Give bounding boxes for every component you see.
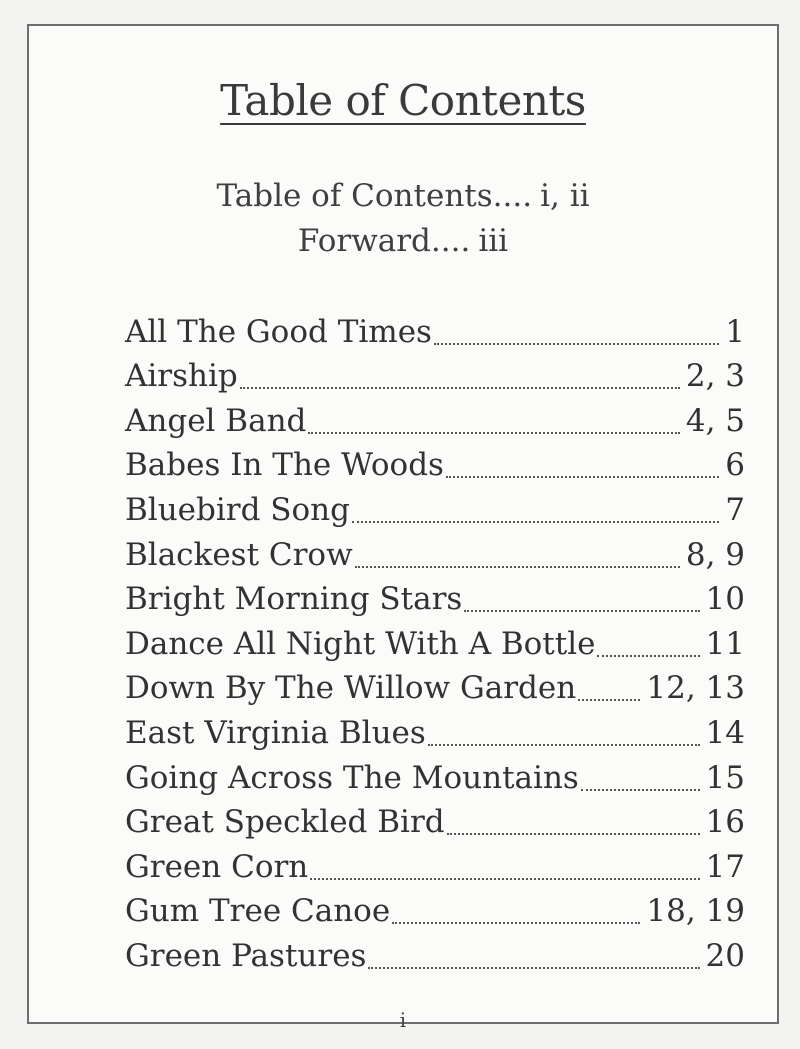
front-matter-pages: iii xyxy=(478,223,509,259)
toc-entry-pages: 11 xyxy=(705,625,745,662)
toc-entry xyxy=(125,486,745,531)
toc-entry xyxy=(125,576,745,621)
toc-entry-title: Blackest Crow xyxy=(125,536,353,573)
toc-entry xyxy=(125,754,745,799)
toc-leader-dots xyxy=(428,744,700,746)
page-title xyxy=(29,76,777,125)
toc-leader-dots xyxy=(581,789,700,791)
toc-entry-title: Bluebird Song xyxy=(125,491,350,528)
toc-entry-title: Bright Morning Stars xyxy=(125,581,463,618)
front-matter-item xyxy=(29,219,777,264)
toc-entry xyxy=(125,665,745,710)
toc-entry xyxy=(125,531,745,576)
toc-leader-dots xyxy=(355,566,680,568)
toc-entry-pages: 18, 19 xyxy=(646,893,745,930)
toc-entry-pages: 6 xyxy=(725,447,745,484)
toc-leader-dots xyxy=(392,922,640,924)
toc-entry xyxy=(125,709,745,754)
toc-entry-title: Babes In The Woods xyxy=(125,447,444,484)
toc-leader-dots xyxy=(240,387,680,389)
toc-entry-pages: 2, 3 xyxy=(685,358,745,395)
toc-entry xyxy=(125,843,745,888)
toc-entry-title: Down By The Willow Garden xyxy=(125,670,577,707)
toc-leader-dots xyxy=(368,967,699,969)
toc-entry-title: Airship xyxy=(125,358,238,395)
toc-entry-pages: 8, 9 xyxy=(685,536,745,573)
toc-entry xyxy=(125,888,745,933)
toc-entry-pages: 15 xyxy=(705,759,745,796)
toc-leader-dots xyxy=(446,476,719,478)
toc-leader-dots xyxy=(310,878,699,880)
front-matter-item xyxy=(29,174,777,219)
toc-entry-title: Green Pastures xyxy=(125,937,367,974)
toc-leader-dots xyxy=(352,521,719,523)
toc-entry-pages: 7 xyxy=(725,491,745,528)
toc-entry xyxy=(125,308,745,353)
toc-entry-title: Angel Band xyxy=(125,402,307,439)
front-matter-pages: i, ii xyxy=(540,178,590,214)
toc-entry-pages: 12, 13 xyxy=(646,670,745,707)
toc-entry xyxy=(125,397,745,442)
toc-entry-title: Dance All Night With A Bottle xyxy=(125,625,596,662)
front-matter-label: Table of Contents.... xyxy=(216,178,533,214)
page-title-text: Table of Contents xyxy=(220,76,586,125)
toc-leader-dots xyxy=(308,432,679,434)
toc-entry-title: East Virginia Blues xyxy=(125,714,426,751)
page-frame xyxy=(27,24,779,1032)
toc-entry-pages: 20 xyxy=(705,937,745,974)
toc-entry-title: Great Speckled Bird xyxy=(125,804,445,841)
toc-leader-dots xyxy=(578,699,640,701)
toc-entry-pages: 1 xyxy=(725,313,745,350)
toc-entry-pages: 17 xyxy=(705,848,745,885)
toc-leader-dots xyxy=(434,343,719,345)
toc-entry xyxy=(125,353,745,398)
toc-entry-title: Gum Tree Canoe xyxy=(125,893,391,930)
toc-leader-dots xyxy=(447,833,700,835)
toc-leader-dots xyxy=(464,610,699,612)
toc-entry-pages: 10 xyxy=(705,581,745,618)
front-matter-label: Forward.... xyxy=(297,223,471,259)
toc-entry xyxy=(125,442,745,487)
toc-entry xyxy=(125,799,745,844)
toc-leader-dots xyxy=(597,655,699,657)
page-number: i xyxy=(399,1008,407,1032)
toc-entry-pages: 16 xyxy=(705,804,745,841)
toc-list xyxy=(125,308,745,977)
toc-entry-title: Green Corn xyxy=(125,848,309,885)
front-matter xyxy=(29,174,777,264)
toc-entry-title: All The Good Times xyxy=(125,313,432,350)
toc-entry xyxy=(125,932,745,977)
toc-entry xyxy=(125,620,745,665)
toc-entry-title: Going Across The Mountains xyxy=(125,759,579,796)
toc-entry-pages: 4, 5 xyxy=(685,402,745,439)
toc-entry-pages: 14 xyxy=(705,714,745,751)
